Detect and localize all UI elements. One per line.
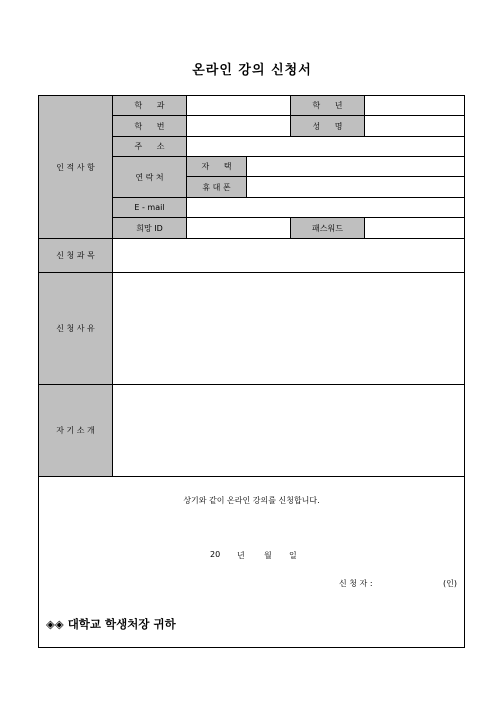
home-phone-field[interactable]: [247, 157, 464, 177]
addressee: ◈◈ 대학교 학생처장 귀하: [46, 617, 176, 631]
contact-label: 연 락 처: [113, 157, 187, 198]
reason-field[interactable]: [113, 273, 464, 385]
date-day: 일: [289, 551, 297, 560]
mobile-field[interactable]: [247, 177, 464, 198]
department-field[interactable]: [187, 96, 291, 116]
grade-label: 학 년: [291, 96, 365, 116]
name-field[interactable]: [365, 116, 464, 137]
address-field[interactable]: [187, 137, 464, 157]
self-intro-label: 자 기 소 개: [39, 385, 113, 477]
course-field[interactable]: [113, 239, 464, 273]
personal-info-label: 인 적 사 항: [39, 96, 113, 239]
seal-mark: (인): [443, 579, 457, 588]
course-label: 신 청 과 목: [39, 239, 113, 273]
date-year-prefix: 20: [210, 550, 221, 559]
form-title: 온라인 강의 신청서: [192, 63, 312, 78]
date-month: 월: [264, 551, 272, 560]
self-intro-field[interactable]: [113, 385, 464, 477]
department-label: 학 과: [113, 96, 187, 116]
name-label: 성 명: [291, 116, 365, 137]
applicant-label: 신 청 자 :: [339, 579, 373, 588]
home-phone-label: 자 택: [187, 157, 247, 177]
mobile-label: 휴 대 폰: [187, 177, 247, 198]
application-statement: 상기와 같이 온라인 강의를 신청합니다.: [183, 496, 320, 505]
grade-field[interactable]: [365, 96, 464, 116]
password-label: 패스워드: [291, 218, 365, 239]
application-form: [38, 95, 465, 648]
email-label: E - mail: [113, 198, 187, 218]
desired-id-field[interactable]: [187, 218, 291, 239]
email-field[interactable]: [187, 198, 464, 218]
student-id-label: 학 번: [113, 116, 187, 137]
reason-label: 신 청 사 유: [39, 273, 113, 385]
password-field[interactable]: [365, 218, 464, 239]
desired-id-label: 희망 ID: [113, 218, 187, 239]
address-label: 주 소: [113, 137, 187, 157]
date-year: 년: [237, 551, 245, 560]
student-id-field[interactable]: [187, 116, 291, 137]
